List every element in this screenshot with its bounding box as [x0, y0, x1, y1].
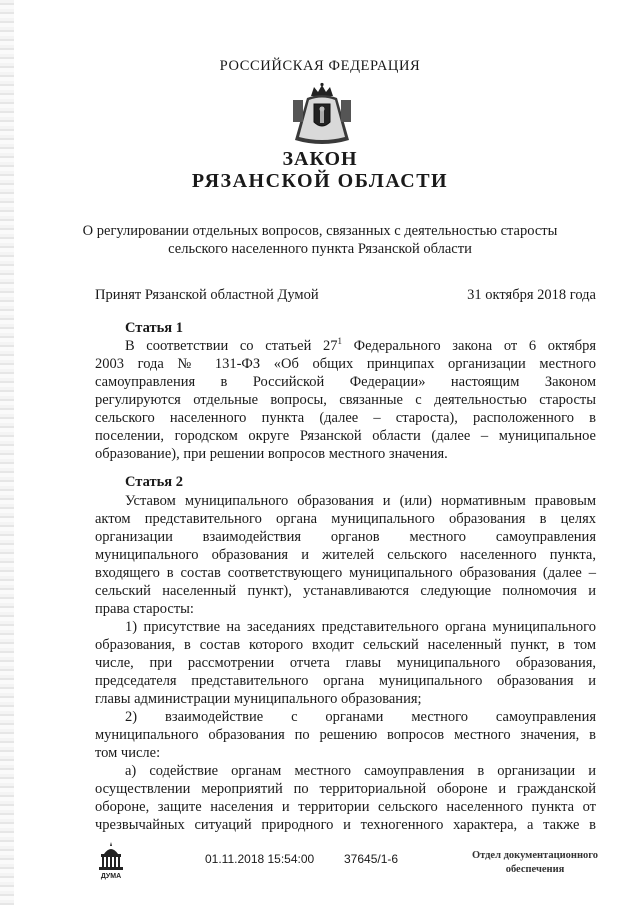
- duma-building-icon: [96, 840, 126, 880]
- item-1-line: образования, в состав которого входит сельский населенный пункт, в том: [95, 637, 596, 653]
- item-1-line: главы администрации муниципального образования;: [95, 691, 422, 707]
- department-stamp: [455, 849, 615, 877]
- article-2-line: муниципального образования и жителей сельского населенного пункта,: [95, 547, 596, 563]
- dept-line-2: обеспечения: [505, 864, 565, 875]
- article-1-line: образование), при решении вопросов местного значения.: [95, 446, 448, 462]
- dept-line-1: Отдел документационного: [471, 850, 599, 861]
- law-title: ЗАКОН: [282, 148, 358, 170]
- article-1-line: самоуправления в Российской Федерации» настоящим Законом: [95, 374, 596, 390]
- article-1-line: 2003 года № 131-ФЗ «Об общих принципах организации местного: [95, 356, 596, 372]
- item-2a-line: обороне, защите населения и территории сельского населенного пункта от: [95, 799, 596, 815]
- item-1-line: числе, при рассмотрении отчета главы муниципального образования,: [95, 655, 596, 671]
- article-2-title: Статья 2: [125, 474, 183, 490]
- adopted-by: Принят Рязанской областной Думой: [95, 287, 319, 303]
- article-2-line: сельский населенный пункт), устанавливаются следующие полномочия и: [95, 583, 596, 599]
- stamp-label: ДУМА: [100, 873, 122, 880]
- article-2-line: права старосты:: [95, 601, 194, 617]
- article-2-line: Уставом муниципального образования и (или) нормативным правовым: [125, 493, 596, 509]
- article-1-line: регулируются отдельные вопросы, связанные с деятельностью старосты: [95, 392, 596, 408]
- scan-edge: [0, 0, 14, 905]
- subject-line-1: О регулировании отдельных вопросов, связанных с деятельностью старосты: [82, 223, 558, 239]
- article-1-line: В соответствии со статьей $27^1$ Федерального закона от 6 октября: [125, 336, 596, 354]
- region-title: РЯЗАНСКОЙ ОБЛАСТИ: [191, 170, 449, 192]
- footer-reg-number: 37645/1-6: [344, 852, 399, 866]
- country-heading: РОССИЙСКАЯ ФЕДЕРАЦИЯ: [219, 58, 421, 74]
- item-2-line: муниципального образования по решению вопросов местного значения, в: [95, 727, 596, 743]
- adoption-row: [95, 287, 596, 304]
- article-1-line: поселении, городском округе Рязанской области (далее – муниципальное: [95, 428, 596, 444]
- item-2-line: том числе:: [95, 745, 161, 761]
- item-1-line: 1) присутствие на заседаниях представительного органа муниципального: [125, 619, 596, 635]
- coat-of-arms-icon: [287, 82, 357, 148]
- article-2-line: актом представительного органа муниципального образования в целях: [95, 511, 596, 527]
- article-1-line: сельского населенного пункта (далее – староста), расположенного в: [95, 410, 596, 426]
- item-2a-line: осуществлении мероприятий по территориальной обороне и гражданской: [95, 781, 596, 797]
- adoption-date: 31 октября 2018 года: [467, 287, 596, 303]
- item-2a-line: чрезвычайных ситуаций природного и техногенного характера, а также в: [95, 817, 596, 833]
- item-1-line: председателя представительного органа муниципального образования и: [95, 673, 596, 689]
- item-2a-line: а) содействие органам местного самоуправления в организации и: [125, 763, 596, 779]
- item-2-line: 2) взаимодействие с органами местного самоуправления: [125, 709, 596, 725]
- article-2-line: организации взаимодействия органов местного самоуправления: [95, 529, 596, 545]
- article-2-line: входящего в состав соответствующего муниципального образования (далее –: [95, 565, 596, 581]
- subject-line-2: сельского населенного пункта Рязанской области: [168, 241, 472, 257]
- article-1-title: Статья 1: [125, 320, 183, 336]
- footer-timestamp: 01.11.2018 15:54:00: [205, 852, 315, 866]
